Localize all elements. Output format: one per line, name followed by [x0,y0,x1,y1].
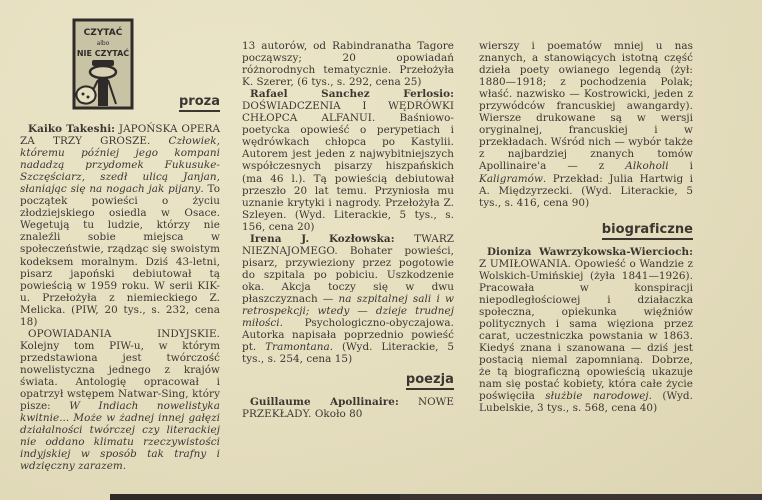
book-reference: Alkoholi [625,160,669,173]
review-text: Kolejny tom PIW-u, w którym przedstawiona jest twórczość nowelistyczna jednego z krajów świata. Antologię opracował i opatrzył wstępem Natwar-Sing, który pisze: [20,339,220,413]
author-name: Dioniza Wawrzykowska-Wiercioch: [487,245,693,258]
review-text: Baśniowo-poetycka opowieść o perypetiach i wędrówkach chłopca po Kastylii. Autorem jest jeden z najwybitniejszych współczesnych pisarzy hiszpańskich (ma 46 l.). Tą powieścią debiutował przeszło 20 lat temu. Przyniosła mu uznanie krytyki i nagrody. Przełożyła Z. Szleyen. (Wyd. Literackie, 5 tys., s. 156, cena 20) [242,112,454,233]
section-heading-biograficzne: biograficzne [479,223,693,240]
review-kozlowska [242,233,454,366]
book-reference: Tramontana [265,341,330,354]
review-ferlosio [242,88,454,233]
logo-line2: albo [96,40,110,47]
review-text: . (Wyd. Literackie, 5 tys., s. 254, cena 15) [242,341,454,366]
column-2 [242,40,454,420]
italic-text: na szpitalnej sali i w retrospekcji; wtedy — dzieje trudnej miłości [242,292,454,330]
section-heading-proza: proza [150,95,220,112]
page-edge-shadow [110,494,400,500]
quote: Człowiek, któremu później jego kompani nadadzą przydomek Fukusuke-Szczęściarz, szedł ulicą Janjan, słaniając się na nogach jak pijany [20,135,220,196]
book-title: DOŚWIADCZENIA I WĘDRÓWKI CHŁOPCA ALFANUI. [242,100,454,125]
page-edge-shadow [400,494,762,500]
book-reference: Kaligramów [479,172,543,185]
review-opowiadania-indyjskie [20,328,220,473]
column-1 [20,123,220,472]
review-text: . Psychologiczno-obyczajowa. Autorka napisała poprzednio powieść pt. [242,317,454,354]
book-title: JAPOŃSKA OPERA ZA TRZY GROSZE. [20,123,220,148]
book-title: Z UMIŁOWANIA. [479,257,572,270]
czytac-albo-nie-czytac-logo [72,18,134,110]
author-name: Irena J. Kozłowska: [250,232,395,245]
author-name: Kaiko Takeshi: [28,123,116,135]
review-text: . (Wyd. Lubelskie, 3 tys., s. 568, cena 40) [479,390,693,415]
review-continuation: wierszy i poematów mniej u nas znanych, a stanowiących istotną część dzieła poety owianego legendą (żył: 1880—1918; z pochodzenia Polak; właść. nazwisko — Kostrowicki, jeden z przywódców francuskiej awangardy). Wiersze drukowane są w wersji oryginalnej, francuskiej i w przekładach. Wśród nich — wybór także z najbardziej znanych tomów Apollinaire'a — z Alkoholi i Kaligramów. Przekład: Julia Hartwig i A. Międzyrzecki. (Wyd. Literackie, 5 tys., s. 416, cena 90) [479,40,693,209]
book-title: OPOWIADANIA INDYJSKIE. [28,327,220,340]
review-text: . To początek powieści o życiu złodziejskiego osiedla w Osace. Wegetują tu ludzie, którzy nie znaleźli sobie miejsca w społeczeństwie, rządząc się swoistym kodeksem moralnym. Dziś 43-letni, pisarz japoński debiutował tą powieścią w 1959 roku. W serii KIK-u. Przełożyła z niemieckiego Z. Melicka. (PIW, 20 tys., s. 232, cena 18) [20,183,221,328]
author-name: Rafael Sanchez Ferlosio: [250,88,454,101]
review-text: Opowieść o Wandzie z Wolskich-Umińskiej (żyła 1841—1926). Pracowała w konspiracji niepodległościowej i działaczka społeczna, opiekunka więźniów politycznych i sama więziona przez carat, uczestniczka powstania w 1863. Kiedyś znana i szanowana — dziś jest postacią niemal zapomnianą. Dobrze, że tą biograficzną opowieścią ukazuje nam się postać kobiety, która całe życie poświęciła [479,257,693,403]
review-continuation: 13 autorów, od Rabindranatha Tagore począwszy; 20 opowiadań różnorodnych tematycznie. Przełożyła K. Szerer, (6 tys., s. 292, cena 25) [242,40,454,89]
book-title: NOWE PRZEKŁADY. [242,396,455,421]
italic-text: służbie narodowej [545,390,649,403]
quote: W Indiach nowelistyka kwitnie... Może w żadnej innej gałęzi działalności twórczej czy literackiej nie oddano klimatu rzeczywistości indyjskiej w sposób tak trafny i wdzięczny zarazem. [20,400,220,473]
column-3 [479,40,693,414]
logo-line3: NIE CZYTAĆ [76,49,130,58]
author-name: Guillaume Apollinaire: [250,396,399,409]
review-wawrzykowska [479,246,693,415]
review-text: Około 80 [311,408,363,421]
review-kaiko-takeshi [20,123,220,328]
review-apollinaire [242,396,454,420]
section-heading-poezja: poezja [242,373,454,390]
book-title: TWARZ NIEZNAJOMEGO. [242,232,454,257]
review-text: Bohater powieści, pisarz, przywieziony przez pogotowie do szpitala po pobiciu. Uszkodzenie oka. Akcja toczy się w dwu płaszczyznach — [242,244,454,305]
logo-line1: CZYTAĆ [83,28,123,38]
